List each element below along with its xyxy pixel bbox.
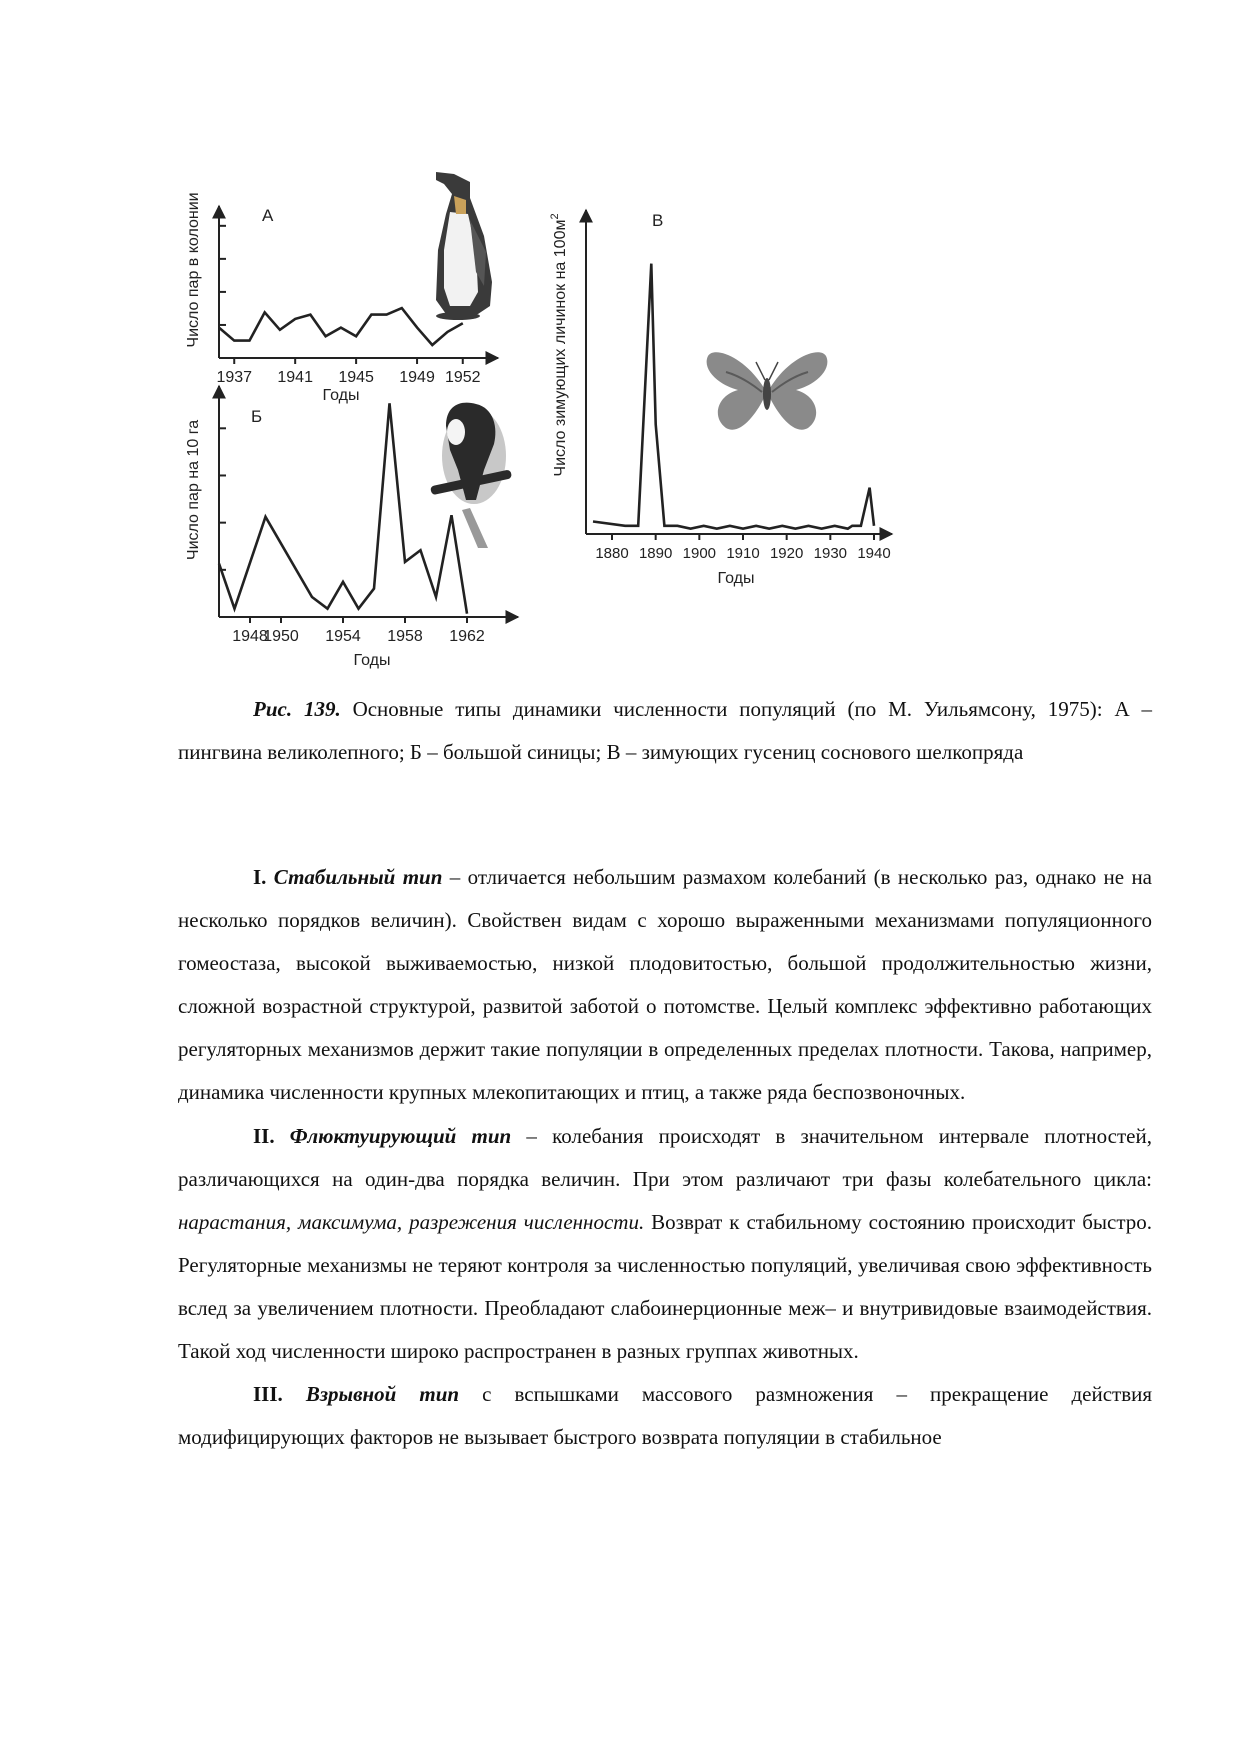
panel-v-x-tick-label: 1900 — [682, 545, 717, 562]
paragraph-text: с вспышками массового размножения – прекращение действия модифицирующих факторов не вызывает быстрого возврата популяции в стабильное — [178, 1382, 1153, 1450]
panel-b-ylabel: Число пар на 10 га — [185, 419, 202, 561]
paragraph-term: Взрывной тип — [305, 1382, 460, 1407]
paragraph-explosive-type — [178, 1373, 1152, 1459]
panel-b-series-line — [219, 403, 467, 613]
panel-v-x-tick-label: 1940 — [857, 545, 891, 562]
panel-b-x-tick-label: 1958 — [387, 628, 423, 645]
panel-v-x-tick-label: 1910 — [726, 545, 760, 562]
panel-b-letter: Б — [251, 407, 263, 426]
figure-caption — [178, 688, 1152, 774]
figure-139 — [0, 0, 1239, 690]
panel-v-letter: В — [652, 211, 664, 230]
paragraph-text: Возврат к стабильному состоянию происходит быстро. Регуляторные механизмы не теряют контроля за численностью популяций, увеличивая свою эффективность вслед за увеличением плотности. Преобладают слабоинерционные меж– и внутривидовые взаимодействия. Такой ход численности широко распространен в разных группах животных. — [178, 1209, 1152, 1364]
caption-lead: Рис. 139. — [253, 697, 341, 721]
panel-a-ylabel: Число пар в колонии — [185, 192, 202, 348]
panel-a-xlabel: Годы — [322, 387, 360, 404]
panel-a-series-line — [219, 308, 463, 345]
titmouse-icon — [430, 403, 512, 548]
paragraph-number: III. — [253, 1382, 283, 1407]
paragraph-number: II. — [253, 1123, 275, 1148]
panel-v-ylabel-text: Число зимующих личинок на 100м — [552, 219, 569, 477]
panel-a-letter: А — [262, 206, 274, 225]
paragraph-italic-phases: нарастания, максимума, разрежения численности. — [178, 1209, 645, 1234]
panel-b-x-tick-label: 1962 — [449, 628, 485, 645]
panel-b — [185, 386, 518, 669]
paragraph-fluctuating-type — [178, 1115, 1152, 1374]
panel-v-x-tick-label: 1880 — [595, 545, 629, 562]
caption-text: Основные типы динамики численности популяций (по М. Уильямсону, 1975): А – пингвина великолепного; Б – большой синицы; В – зимующих гусениц соснового шелкопряда — [178, 697, 1152, 764]
panel-v-ylabel-sup: 2 — [549, 213, 561, 220]
panel-a-x-tick-label: 1952 — [444, 369, 481, 386]
panel-b-x-tick-label: 1954 — [325, 628, 361, 645]
panel-a-x-tick-label: 1937 — [216, 369, 253, 386]
panel-a — [185, 172, 498, 404]
paragraph-term: Стабильный тип — [273, 865, 443, 889]
panel-b-x-tick-label: 1948 — [232, 628, 268, 645]
paragraph-number: I. — [253, 865, 267, 889]
paragraph-text: – колебания происходят в значительном интервале плотностей, различающихся на один-два порядка величин. При этом различают три фазы колебательного цикла: — [178, 1123, 1152, 1191]
panel-v-ylabel — [549, 213, 569, 476]
panel-b-xlabel: Годы — [353, 652, 391, 669]
panel-a-x-tick-label: 1941 — [277, 369, 313, 386]
paragraph-stable-type — [178, 856, 1152, 1115]
panel-b-x-tick-label: 1950 — [263, 628, 299, 645]
paragraph-text: – отличается небольшим размахом колебаний (в несколько раз, однако не на несколько порядков величин). Свойствен видам с хорошо выраженными механизмами популяционного гомеостаза, высокой выживаемостью, низкой плодовитостью, большой продолжительностью жизни, сложной возрастной структурой, развитой заботой о потомстве. Целый комплекс эффективно работающих регуляторных механизмов держит такие популяции в определенных пределах плотности. Такова, например, динамика численности крупных млекопитающих и птиц, а также ряда беспозвоночных. — [178, 865, 1152, 1105]
paragraph-term: Флюктуирующий тип — [289, 1123, 512, 1148]
panel-v-x-tick-label: 1890 — [638, 545, 673, 562]
panel-a-x-tick-label: 1945 — [338, 369, 374, 386]
moth-icon — [707, 352, 828, 429]
panel-v-xlabel: Годы — [717, 570, 755, 587]
body-text — [178, 856, 1152, 1459]
panel-a-x-tick-label: 1949 — [399, 369, 435, 386]
panel-v-x-tick-label: 1930 — [813, 545, 848, 562]
panel-v-x-tick-label: 1920 — [769, 545, 804, 562]
penguin-icon — [436, 172, 492, 320]
panel-v — [549, 210, 892, 587]
